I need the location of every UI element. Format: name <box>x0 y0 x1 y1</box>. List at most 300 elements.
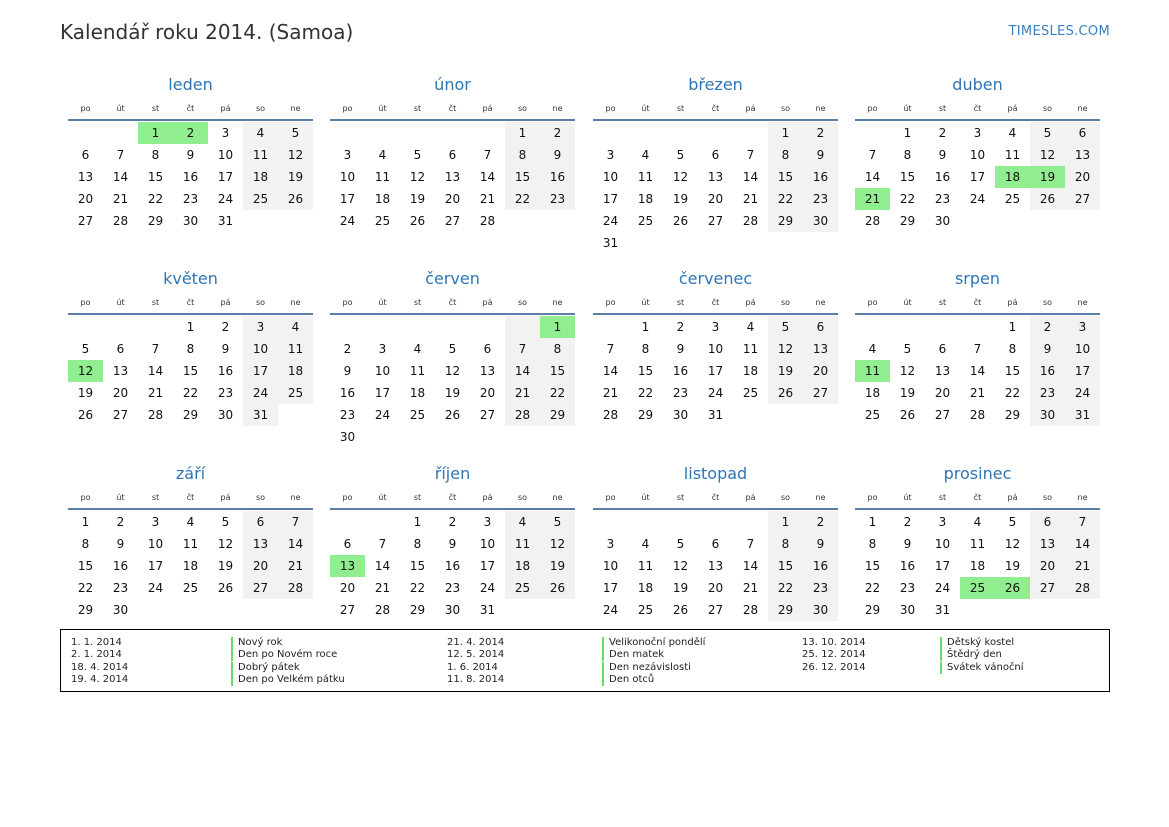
day-cell: 28 <box>112 214 129 228</box>
day-cell: 8 <box>151 148 160 162</box>
day-cell: 10 <box>374 364 391 378</box>
month-name: listopad <box>683 464 748 483</box>
day-cell: 19 <box>1004 559 1021 573</box>
day-cell: 17 <box>243 360 278 382</box>
day-cell: 17 <box>217 170 234 184</box>
month-červen <box>330 268 575 448</box>
legend-holiday-name: Den nezávislosti <box>602 662 691 674</box>
day-cell: 7 <box>746 148 755 162</box>
legend-date: 1. 6. 2014 <box>447 661 498 673</box>
day-cell: 20 <box>803 360 838 382</box>
day-cell: 5 <box>676 537 685 551</box>
day-cell: 21 <box>1065 555 1100 577</box>
day-cell: 5 <box>903 342 912 356</box>
day-cell: 29 <box>768 210 803 232</box>
day-cell: 12 <box>672 170 689 184</box>
day-cell: 27 <box>1030 577 1065 599</box>
weekday-label: st <box>676 298 685 307</box>
day-cell: 23 <box>217 386 234 400</box>
day-cell: 26 <box>278 188 313 210</box>
day-cell: 16 <box>444 559 461 573</box>
day-cell: 12 <box>1030 144 1065 166</box>
legend-holiday-name: Den po Novém roce <box>231 649 337 661</box>
day-cell: 4 <box>505 511 540 533</box>
day-cell: 6 <box>448 148 457 162</box>
legend-holiday-name: Svátek vánoční <box>940 662 1024 674</box>
holiday-day-cell: 13 <box>330 555 365 577</box>
weekday-label: pá <box>220 298 231 307</box>
weekday-header <box>855 293 1100 315</box>
day-cell: 2 <box>1030 316 1065 338</box>
day-cell: 27 <box>243 577 278 599</box>
day-cell: 13 <box>112 364 129 378</box>
day-cell: 22 <box>540 382 575 404</box>
empty-day-cell <box>593 511 628 533</box>
day-cell: 29 <box>1004 408 1021 422</box>
day-cell: 5 <box>1008 515 1017 529</box>
day-cell: 4 <box>243 122 278 144</box>
day-cell: 30 <box>803 599 838 621</box>
day-cell: 25 <box>243 188 278 210</box>
day-cell: 14 <box>278 533 313 555</box>
day-cell: 8 <box>505 144 540 166</box>
weekday-label: ne <box>1077 298 1088 307</box>
day-cell: 4 <box>378 148 387 162</box>
legend-holiday-name: Štědrý den <box>940 649 1002 661</box>
day-cell: 10 <box>602 559 619 573</box>
day-cell: 9 <box>221 342 230 356</box>
day-cell: 5 <box>278 122 313 144</box>
weekday-label: st <box>938 493 947 502</box>
weekday-label: so <box>780 298 791 307</box>
day-cell: 12 <box>540 533 575 555</box>
weekday-label: ne <box>552 104 563 113</box>
day-cell: 9 <box>448 537 457 551</box>
day-cell: 24 <box>934 581 951 595</box>
day-cell: 9 <box>903 537 912 551</box>
day-cell: 1 <box>903 126 912 140</box>
day-cell: 26 <box>77 408 94 422</box>
day-cell: 10 <box>479 537 496 551</box>
day-cell: 5 <box>448 342 457 356</box>
weekday-label: po <box>605 493 616 502</box>
days-grid <box>68 122 313 232</box>
day-cell: 2 <box>343 342 352 356</box>
weekday-label: so <box>1042 298 1053 307</box>
weekday-label: ne <box>552 493 563 502</box>
day-cell: 1 <box>641 320 650 334</box>
day-cell: 10 <box>217 148 234 162</box>
empty-day-cell <box>365 122 400 144</box>
day-cell: 1 <box>768 122 803 144</box>
weekday-label: út <box>641 104 650 113</box>
day-cell: 20 <box>707 581 724 595</box>
day-cell: 7 <box>278 511 313 533</box>
day-cell: 29 <box>540 404 575 426</box>
weekday-label: po <box>605 104 616 113</box>
day-cell: 19 <box>899 386 916 400</box>
day-cell: 23 <box>803 188 838 210</box>
month-listopad <box>593 463 838 621</box>
weekday-label: čt <box>973 104 982 113</box>
day-cell: 30 <box>1030 404 1065 426</box>
weekday-label: po <box>342 298 353 307</box>
day-cell: 7 <box>505 338 540 360</box>
day-cell: 12 <box>278 144 313 166</box>
day-cell: 13 <box>707 170 724 184</box>
day-cell: 22 <box>505 188 540 210</box>
day-cell: 24 <box>147 581 164 595</box>
legend-holiday-name: Velikonoční pondělí <box>602 637 705 649</box>
day-cell: 26 <box>540 577 575 599</box>
legend-date: 12. 5. 2014 <box>447 649 505 661</box>
day-cell: 23 <box>1030 382 1065 404</box>
day-cell: 14 <box>742 559 759 573</box>
empty-day-cell <box>698 122 733 144</box>
day-cell: 16 <box>803 555 838 577</box>
day-cell: 14 <box>112 170 129 184</box>
day-cell: 30 <box>339 430 356 444</box>
day-cell: 27 <box>1065 188 1100 210</box>
day-cell: 30 <box>672 408 689 422</box>
day-cell: 30 <box>217 408 234 422</box>
day-cell: 2 <box>903 515 912 529</box>
weekday-label: ne <box>815 298 826 307</box>
day-cell: 17 <box>374 386 391 400</box>
day-cell: 19 <box>409 192 426 206</box>
day-cell: 6 <box>1030 511 1065 533</box>
weekday-label: st <box>413 493 422 502</box>
empty-day-cell <box>330 122 365 144</box>
day-cell: 2 <box>221 320 230 334</box>
empty-day-cell <box>855 316 890 338</box>
day-cell: 11 <box>637 170 654 184</box>
day-cell: 10 <box>934 537 951 551</box>
day-cell: 28 <box>742 603 759 617</box>
day-cell: 24 <box>602 603 619 617</box>
day-cell: 14 <box>1065 533 1100 555</box>
weekday-label: po <box>867 298 878 307</box>
weekday-label: čt <box>973 298 982 307</box>
weekday-label: st <box>938 298 947 307</box>
day-cell: 4 <box>746 320 755 334</box>
day-cell: 27 <box>479 408 496 422</box>
holiday-day-cell: 21 <box>855 188 890 210</box>
day-cell: 18 <box>243 166 278 188</box>
weekday-header <box>855 99 1100 121</box>
day-cell: 12 <box>217 537 234 551</box>
day-cell: 25 <box>864 408 881 422</box>
day-cell: 13 <box>1030 533 1065 555</box>
month-name: březen <box>688 75 743 94</box>
day-cell: 15 <box>77 559 94 573</box>
holiday-day-cell: 1 <box>138 122 173 144</box>
day-cell: 31 <box>602 236 619 250</box>
day-cell: 13 <box>77 170 94 184</box>
day-cell: 20 <box>707 192 724 206</box>
weekday-label: st <box>151 493 160 502</box>
day-cell: 1 <box>505 122 540 144</box>
day-cell: 20 <box>934 386 951 400</box>
empty-day-cell <box>138 316 173 338</box>
weekday-label: út <box>378 493 387 502</box>
day-cell: 8 <box>186 342 195 356</box>
site-link[interactable]: TIMESLES.COM <box>1008 24 1110 39</box>
weekday-header <box>68 488 313 510</box>
day-cell: 4 <box>973 515 982 529</box>
day-cell: 3 <box>606 537 615 551</box>
weekday-label: so <box>255 298 266 307</box>
day-cell: 23 <box>540 188 575 210</box>
day-cell: 5 <box>221 515 230 529</box>
day-cell: 3 <box>1065 316 1100 338</box>
days-grid <box>855 122 1100 232</box>
weekday-label: čt <box>711 298 720 307</box>
day-cell: 28 <box>147 408 164 422</box>
day-cell: 11 <box>278 338 313 360</box>
day-cell: 20 <box>77 192 94 206</box>
weekday-label: čt <box>973 493 982 502</box>
weekday-label: st <box>413 104 422 113</box>
weekday-label: po <box>80 298 91 307</box>
day-cell: 20 <box>1065 166 1100 188</box>
weekday-label: so <box>517 493 528 502</box>
day-cell: 24 <box>707 386 724 400</box>
day-cell: 9 <box>343 364 352 378</box>
day-cell: 22 <box>147 192 164 206</box>
day-cell: 9 <box>540 144 575 166</box>
day-cell: 19 <box>672 581 689 595</box>
legend-date: 19. 4. 2014 <box>71 673 129 685</box>
day-cell: 13 <box>934 364 951 378</box>
weekday-label: so <box>255 493 266 502</box>
day-cell: 15 <box>899 170 916 184</box>
empty-day-cell <box>68 122 103 144</box>
day-cell: 11 <box>374 170 391 184</box>
day-cell: 11 <box>969 537 986 551</box>
day-cell: 23 <box>899 581 916 595</box>
day-cell: 16 <box>934 170 951 184</box>
day-cell: 13 <box>1065 144 1100 166</box>
day-cell: 26 <box>1030 188 1065 210</box>
weekday-label: ne <box>290 104 301 113</box>
day-cell: 31 <box>707 408 724 422</box>
day-cell: 22 <box>768 577 803 599</box>
weekday-header <box>330 293 575 315</box>
empty-day-cell <box>505 316 540 338</box>
day-cell: 6 <box>711 537 720 551</box>
day-cell: 18 <box>637 581 654 595</box>
day-cell: 25 <box>278 382 313 404</box>
holiday-day-cell: 1 <box>540 316 575 338</box>
weekday-label: so <box>1042 493 1053 502</box>
month-prosinec <box>855 463 1100 621</box>
day-cell: 15 <box>768 166 803 188</box>
day-cell: 8 <box>641 342 650 356</box>
day-cell: 11 <box>182 537 199 551</box>
holiday-day-cell: 11 <box>855 360 890 382</box>
day-cell: 22 <box>637 386 654 400</box>
day-cell: 9 <box>803 533 838 555</box>
day-cell: 31 <box>243 404 278 426</box>
month-name: duben <box>952 75 1003 94</box>
day-cell: 19 <box>768 360 803 382</box>
day-cell: 28 <box>505 404 540 426</box>
day-cell: 12 <box>672 559 689 573</box>
day-cell: 30 <box>899 603 916 617</box>
weekday-label: út <box>378 104 387 113</box>
day-cell: 4 <box>278 316 313 338</box>
day-cell: 27 <box>77 214 94 228</box>
day-cell: 18 <box>864 386 881 400</box>
day-cell: 8 <box>81 537 90 551</box>
weekday-label: čt <box>448 298 457 307</box>
month-září <box>68 463 313 621</box>
day-cell: 3 <box>151 515 160 529</box>
day-cell: 17 <box>969 170 986 184</box>
day-cell: 11 <box>409 364 426 378</box>
day-cell: 2 <box>938 126 947 140</box>
day-cell: 20 <box>1030 555 1065 577</box>
weekday-label: po <box>342 493 353 502</box>
day-cell: 20 <box>243 555 278 577</box>
day-cell: 28 <box>742 214 759 228</box>
day-cell: 12 <box>444 364 461 378</box>
weekday-label: st <box>151 104 160 113</box>
day-cell: 27 <box>707 214 724 228</box>
day-cell: 21 <box>505 382 540 404</box>
day-cell: 14 <box>864 170 881 184</box>
empty-day-cell <box>435 122 470 144</box>
weekday-label: st <box>151 298 160 307</box>
day-cell: 3 <box>711 320 720 334</box>
day-cell: 7 <box>116 148 125 162</box>
day-cell: 20 <box>479 386 496 400</box>
day-cell: 25 <box>505 577 540 599</box>
weekday-label: pá <box>745 493 756 502</box>
day-cell: 11 <box>505 533 540 555</box>
day-cell: 19 <box>278 166 313 188</box>
day-cell: 30 <box>112 603 129 617</box>
day-cell: 20 <box>112 386 129 400</box>
day-cell: 8 <box>768 144 803 166</box>
days-grid <box>330 316 575 448</box>
day-cell: 22 <box>768 188 803 210</box>
weekday-label: pá <box>1007 104 1018 113</box>
day-cell: 18 <box>182 559 199 573</box>
day-cell: 26 <box>217 581 234 595</box>
day-cell: 15 <box>147 170 164 184</box>
day-cell: 16 <box>217 364 234 378</box>
day-cell: 23 <box>444 581 461 595</box>
day-cell: 12 <box>899 364 916 378</box>
day-cell: 6 <box>938 342 947 356</box>
days-grid <box>593 511 838 621</box>
empty-day-cell <box>925 316 960 338</box>
day-cell: 5 <box>81 342 90 356</box>
weekday-label: so <box>517 298 528 307</box>
day-cell: 20 <box>444 192 461 206</box>
day-cell: 15 <box>540 360 575 382</box>
day-cell: 24 <box>374 408 391 422</box>
day-cell: 25 <box>637 603 654 617</box>
day-cell: 24 <box>1065 382 1100 404</box>
weekday-label: pá <box>1007 298 1018 307</box>
day-cell: 28 <box>278 577 313 599</box>
day-cell: 6 <box>116 342 125 356</box>
weekday-label: pá <box>482 298 493 307</box>
day-cell: 13 <box>803 338 838 360</box>
day-cell: 21 <box>602 386 619 400</box>
weekday-label: út <box>641 493 650 502</box>
day-cell: 5 <box>676 148 685 162</box>
day-cell: 5 <box>768 316 803 338</box>
month-name: říjen <box>434 464 471 483</box>
day-cell: 6 <box>803 316 838 338</box>
day-cell: 1 <box>868 515 877 529</box>
weekday-header <box>68 99 313 121</box>
weekday-label: čt <box>186 298 195 307</box>
day-cell: 21 <box>742 581 759 595</box>
weekday-label: ne <box>1077 104 1088 113</box>
day-cell: 21 <box>479 192 496 206</box>
day-cell: 29 <box>637 408 654 422</box>
day-cell: 12 <box>768 338 803 360</box>
day-cell: 25 <box>374 214 391 228</box>
day-cell: 5 <box>540 511 575 533</box>
day-cell: 2 <box>540 122 575 144</box>
day-cell: 9 <box>116 537 125 551</box>
day-cell: 23 <box>672 386 689 400</box>
day-cell: 29 <box>768 599 803 621</box>
day-cell: 26 <box>672 603 689 617</box>
weekday-label: pá <box>482 493 493 502</box>
month-říjen <box>330 463 575 621</box>
day-cell: 26 <box>899 408 916 422</box>
empty-day-cell <box>365 511 400 533</box>
empty-day-cell <box>365 316 400 338</box>
day-cell: 30 <box>444 603 461 617</box>
day-cell: 7 <box>1065 511 1100 533</box>
day-cell: 6 <box>81 148 90 162</box>
day-cell: 21 <box>969 386 986 400</box>
holiday-day-cell: 18 <box>995 166 1030 188</box>
month-name: srpen <box>954 269 1001 288</box>
weekday-label: ne <box>552 298 563 307</box>
days-grid <box>68 511 313 621</box>
day-cell: 22 <box>409 581 426 595</box>
weekday-label: čt <box>186 493 195 502</box>
day-cell: 14 <box>374 559 391 573</box>
day-cell: 2 <box>116 515 125 529</box>
day-cell: 17 <box>1065 360 1100 382</box>
empty-day-cell <box>330 511 365 533</box>
day-cell: 10 <box>707 342 724 356</box>
weekday-header <box>593 293 838 315</box>
empty-day-cell <box>435 316 470 338</box>
day-cell: 19 <box>217 559 234 573</box>
day-cell: 10 <box>602 170 619 184</box>
legend-holiday-name: Dětský kostel <box>940 637 1014 649</box>
day-cell: 23 <box>803 577 838 599</box>
day-cell: 29 <box>899 214 916 228</box>
day-cell: 22 <box>182 386 199 400</box>
day-cell: 7 <box>483 148 492 162</box>
day-cell: 22 <box>899 192 916 206</box>
empty-day-cell <box>663 122 698 144</box>
day-cell: 20 <box>339 581 356 595</box>
day-cell: 15 <box>768 555 803 577</box>
